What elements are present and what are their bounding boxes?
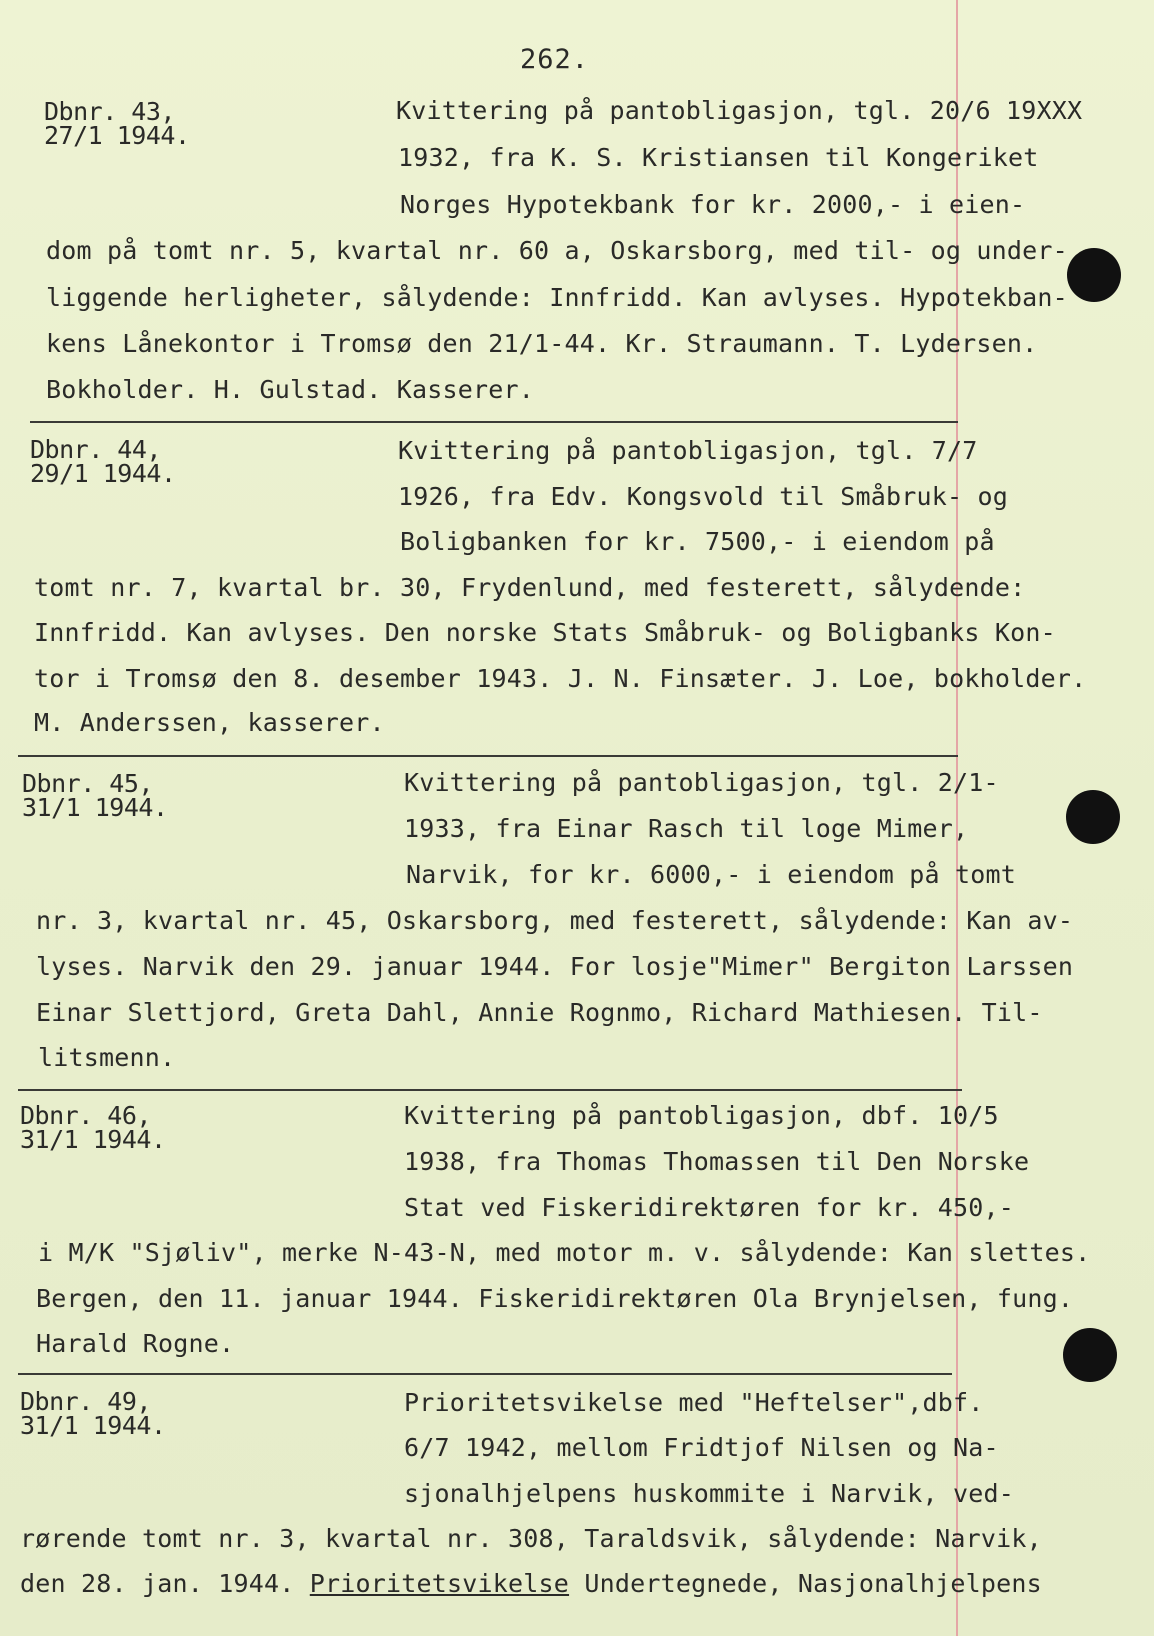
entry-ref: Dbnr. 46, (20, 1101, 151, 1130)
entry-date: 27/1 1944. (44, 121, 190, 150)
page-number: 262. (520, 44, 590, 75)
entry-line: Kvittering på pantobligasjon, tgl. 20/6 19XXX (396, 96, 1083, 125)
entry-divider (18, 1089, 962, 1091)
entry-ref: Dbnr. 49, (20, 1387, 151, 1416)
entry-ref: Dbnr. 45, (22, 769, 153, 798)
entry-line: 1932, fra K. S. Kristiansen til Kongeriket (398, 143, 1039, 172)
underlined-term: Prioritetsvikelse (309, 1569, 570, 1598)
entry-divider (30, 421, 958, 423)
entry-line: i M/K "Sjøliv", merke N-43-N, med motor m. v. sålydende: Kan slettes. (38, 1238, 1091, 1267)
entry-line: Prioritetsvikelse med "Heftelser",dbf. (404, 1388, 984, 1417)
entry-line: 1938, fra Thomas Thomassen til Den Norske (404, 1147, 1030, 1176)
entry-date: 31/1 1944. (20, 1125, 166, 1154)
entry-reference (22, 769, 168, 822)
entry-line: Narvik, for kr. 6000,- i eiendom på tomt (406, 860, 1017, 889)
entry-ref: Dbnr. 43, (44, 97, 175, 126)
last-line-before: den 28. jan. 1944. (20, 1569, 310, 1598)
entry-line: tor i Tromsø den 8. desember 1943. J. N. Finsæter. J. Loe, bokholder. (34, 664, 1087, 693)
entry-line: dom på tomt nr. 5, kvartal nr. 60 a, Oskarsborg, med til- og under- (46, 236, 1068, 265)
entry-ref: Dbnr. 44, (30, 435, 161, 464)
entry-date: 31/1 1944. (20, 1411, 166, 1440)
entry-reference (44, 97, 190, 150)
entry-divider (18, 755, 958, 757)
entry-line: M. Anderssen, kasserer. (34, 708, 385, 737)
entry-line-last (20, 1569, 1042, 1598)
entry-line: tomt nr. 7, kvartal br. 30, Frydenlund, med festerett, sålydende: (34, 573, 1026, 602)
entry-line: Kvittering på pantobligasjon, dbf. 10/5 (404, 1101, 999, 1130)
entry-reference (20, 1101, 166, 1154)
entry-line: Innfridd. Kan avlyses. Den norske Stats Småbruk- og Boligbanks Kon- (34, 618, 1056, 647)
binder-hole-2 (1066, 790, 1120, 844)
entry-line: Bergen, den 11. januar 1944. Fiskeridirektøren Ola Brynjelsen, fung. (36, 1284, 1074, 1313)
last-line-after: Undertegnede, Nasjonalhjelpens (569, 1569, 1042, 1598)
entry-reference (30, 435, 176, 488)
entry-date: 29/1 1944. (30, 459, 176, 488)
entry-line: Stat ved Fiskeridirektøren for kr. 450,- (404, 1193, 1015, 1222)
entry-line: 1933, fra Einar Rasch til loge Mimer, (404, 814, 969, 843)
entry-line: 6/7 1942, mellom Fridtjof Nilsen og Na- (404, 1433, 999, 1462)
entry-line: Harald Rogne. (36, 1329, 235, 1358)
entry-line: rørende tomt nr. 3, kvartal nr. 308, Taraldsvik, sålydende: Narvik, (20, 1524, 1042, 1553)
entry-line: Einar Slettjord, Greta Dahl, Annie Rognmo, Richard Mathiesen. Til- (36, 998, 1043, 1027)
entry-line: liggende herligheter, sålydende: Innfridd. Kan avlyses. Hypotekban- (46, 283, 1068, 312)
entry-line: Boligbanken for kr. 7500,- i eiendom på (400, 527, 995, 556)
entry-date: 31/1 1944. (22, 793, 168, 822)
entry-line: 1926, fra Edv. Kongsvold til Småbruk- og (398, 482, 1009, 511)
entry-line: nr. 3, kvartal nr. 45, Oskarsborg, med festerett, sålydende: Kan av- (36, 906, 1074, 935)
binder-hole-1 (1067, 248, 1121, 302)
entry-line: litsmenn. (38, 1043, 176, 1072)
entry-line: Kvittering på pantobligasjon, tgl. 7/7 (398, 436, 978, 465)
entry-line: lyses. Narvik den 29. januar 1944. For losje"Mimer" Bergiton Larssen (36, 952, 1074, 981)
entry-line: kens Lånekontor i Tromsø den 21/1-44. Kr. Straumann. T. Lydersen. (46, 329, 1038, 358)
entry-line: Norges Hypotekbank for kr. 2000,- i eien- (400, 190, 1026, 219)
entry-line: Kvittering på pantobligasjon, tgl. 2/1- (404, 768, 999, 797)
entry-line: Bokholder. H. Gulstad. Kasserer. (46, 375, 535, 404)
entry-line: sjonalhjelpens huskommite i Narvik, ved- (404, 1479, 1015, 1508)
entry-divider (18, 1373, 952, 1375)
binder-hole-3 (1063, 1328, 1117, 1382)
entry-reference (20, 1387, 166, 1440)
